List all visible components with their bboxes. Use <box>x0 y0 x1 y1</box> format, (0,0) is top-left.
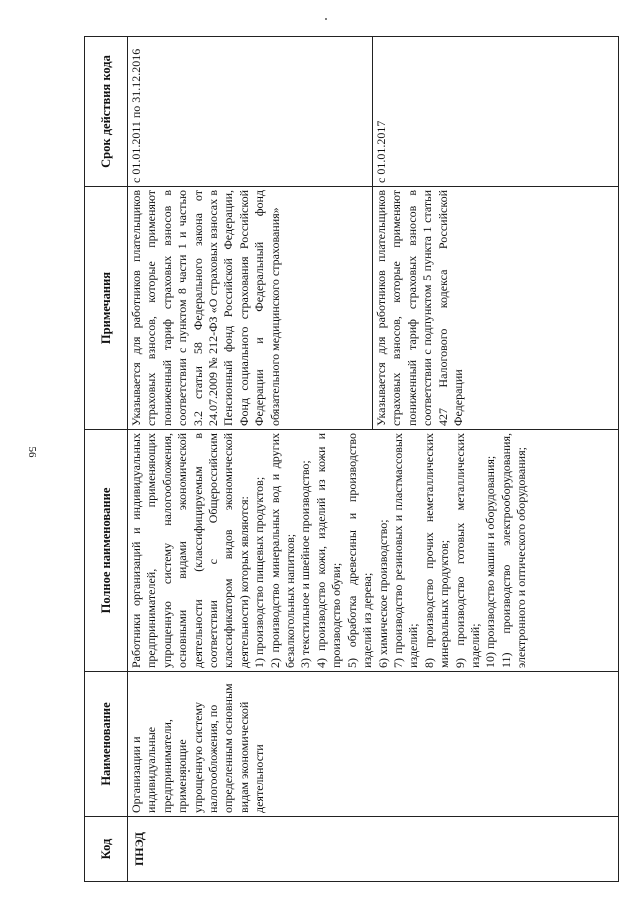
notes-cell: Указывается для работников плательщиков страховых взносов, которые применяют пониженный тариф страховых взносов в соответствии с подпунктом 5 пункта 1 статьи 427 Налогового кодекса Российской Федерации <box>373 187 619 430</box>
code-cell: ПНЭД <box>128 817 619 882</box>
header-code: Код <box>85 817 128 882</box>
list-item: 1) производство пищевых продуктов; <box>252 476 267 668</box>
validity-cell: с 01.01.2017 <box>373 37 619 187</box>
header-full-name: Полное наименование <box>85 430 128 672</box>
validity-cell: с 01.01.2011 по 31.12.2016 <box>128 37 373 187</box>
notes-cell: Указывается для работников плательщиков страховых взносов, которые применяют пониженный тариф страховых взносов в соответствии с пунктом 8 части 1 и частью 3.2 статьи 58 Федерального закона от 24.07.2009 № 212-ФЗ «О страховых взносах в Пенсионный фонд Российской Федерации, Фонд социального страхования Российской Федерации и Федеральный фонд обязательного медицинского страхования» <box>128 187 373 430</box>
table-row <box>128 37 373 882</box>
list-item: 5) обработка древесины и производство изделий из дерева; <box>344 433 375 668</box>
scan-speck <box>325 18 327 20</box>
name-cell: Организации и индивидуальные предприниматели, применяющие упрощенную систему налогообложения, по определенным основным видам экономической деятельности <box>128 672 619 817</box>
list-item: 2) производство минеральных вод и других безалкогольных напитков; <box>267 433 298 668</box>
list-item: 9) производство готовых металлических изделий; <box>452 433 482 668</box>
list-item: 3) текстильное и швейное производство; <box>298 460 313 668</box>
list-item: 6) химическое производство; <box>375 519 390 668</box>
header-notes: Примечания <box>85 187 128 430</box>
page-number: 56 <box>26 446 38 458</box>
header-validity: Срок действия кода <box>85 37 128 187</box>
header-name: Наименование <box>85 672 128 817</box>
codes-table <box>84 36 619 882</box>
list-item: 7) производство резиновых и пластмассовых изделий; <box>390 433 421 668</box>
rotated-page-content <box>84 37 619 882</box>
table-header-row <box>85 37 128 882</box>
full-name-intro: Работники организаций и индивидуальных предпринимателей, применяющих упрощенную систему налогообложения, основными видами экономической деятельности (классифицируемым в соответствии с Общероссийским классификатором видов экономической деятельности) которых являются: <box>129 433 251 668</box>
list-item: 10) производство машин и оборудования; <box>483 455 498 668</box>
list-item: 4) производство кожи, изделий из кожи и производство обуви; <box>313 433 344 668</box>
full-name-cell <box>128 430 619 672</box>
list-item: 8) производство прочих неметаллических минеральных продуктов; <box>421 433 452 668</box>
list-item: 11) производство электрооборудования, электронного и оптического оборудования; <box>498 433 529 668</box>
